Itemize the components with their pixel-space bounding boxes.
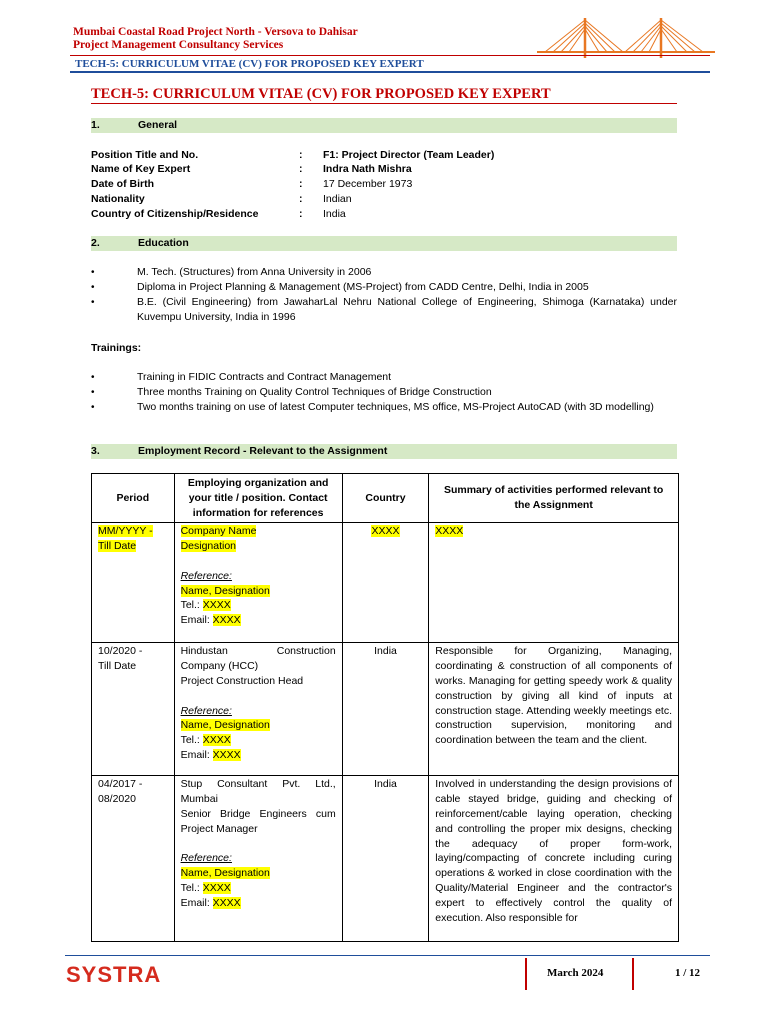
education-item: M. Tech. (Structures) from Anna University in 2006 [137, 266, 372, 278]
header-subtitle: TECH-5: CURRICULUM VITAE (CV) FOR PROPOSED KEY EXPERT [75, 58, 424, 70]
organization-name: Stup Consultant Pvt. Ltd., Mumbai [180, 778, 336, 806]
field-label: Position Title and No. [91, 149, 199, 161]
bullet-icon: • [91, 297, 95, 308]
field-label: Country of Citizenship/Residence [91, 208, 259, 220]
reference-name: Name, Designation [180, 584, 270, 597]
header-services: Project Management Consultancy Services [73, 39, 284, 51]
title-underline [91, 103, 677, 104]
footer-date: March 2024 [547, 967, 604, 979]
column-header-organization: Employing organization and your title / position. Contact information for references [174, 474, 342, 523]
section-number: 3. [91, 445, 100, 457]
tel-value: XXXX [202, 881, 231, 894]
period-cell [92, 643, 175, 776]
education-item: B.E. (Civil Engineering) from JawaharLal Nehru National College of Engineering, Shimoga (Karnataka) under Kuvempu University, India in 1996 [137, 296, 677, 323]
education-item: Diploma in Project Planning & Management (MS-Project) from CADD Centre, Delhi, India in 2005 [137, 281, 589, 293]
section-heading: Education [138, 237, 189, 249]
period-end: Till Date [98, 660, 137, 673]
organization-name: Company Name [180, 525, 257, 538]
bullet-icon: • [91, 372, 95, 383]
column-header-country: Country [342, 474, 429, 523]
section-number: 2. [91, 237, 100, 249]
period-end: Till Date [98, 540, 137, 553]
email-value: XXXX [212, 748, 241, 761]
training-item: Three months Training on Quality Control Techniques of Bridge Construction [137, 386, 492, 398]
period-end: 08/2020 [98, 793, 136, 806]
field-date-of-birth: 17 December 1973 [323, 178, 413, 190]
section-heading: General [138, 119, 178, 131]
field-separator: : [299, 178, 303, 190]
table-row [92, 523, 679, 643]
page-title: TECH-5: CURRICULUM VITAE (CV) FOR PROPOSED KEY EXPERT [91, 86, 551, 102]
period-cell [92, 523, 175, 643]
field-position-title: F1: Project Director (Team Leader) [323, 149, 495, 161]
cable-stayed-bridge-icon [537, 14, 715, 64]
organization-cell [174, 776, 342, 942]
country-cell: India [342, 776, 429, 942]
column-header-summary: Summary of activities performed relevant to the Assignment [429, 474, 679, 523]
table-row [92, 776, 679, 942]
employment-table [91, 473, 679, 942]
footer-divider [65, 955, 710, 956]
training-item: Training in FIDIC Contracts and Contract Management [137, 371, 392, 383]
reference-label: Reference: [180, 852, 232, 865]
position-title: Project Construction Head [180, 674, 304, 687]
footer-separator [632, 958, 634, 990]
reference-name: Name, Designation [180, 719, 270, 732]
summary-text: XXXX [435, 525, 464, 538]
field-label: Nationality [91, 193, 145, 205]
country-cell [342, 523, 429, 643]
bullet-icon: • [91, 387, 95, 398]
tel-label: Tel.: [180, 881, 203, 894]
summary-cell: Responsible for Organizing, Managing, coordinating & construction of all components of works. Managing for getting speedy work & quality construction by giving all kind of inputs at construction stage. Attending weekly meetings etc. construction supervision, monitoring and coordination between the team and the client. [429, 643, 679, 776]
field-label: Date of Birth [91, 178, 154, 190]
field-label: Name of Key Expert [91, 163, 191, 175]
period-start: 04/2017 - [98, 778, 143, 791]
footer-separator [525, 958, 527, 990]
email-value: XXXX [212, 614, 241, 627]
email-label: Email: [180, 614, 213, 627]
page-number: 1 / 12 [675, 967, 701, 979]
period-start: 10/2020 - [98, 645, 143, 658]
section-general-bar [91, 118, 677, 133]
section-education-bar [91, 236, 677, 251]
trainings-heading: Trainings: [91, 342, 142, 354]
email-label: Email: [180, 896, 213, 909]
field-nationality: Indian [323, 193, 352, 205]
section-heading: Employment Record - Relevant to the Assignment [138, 445, 388, 457]
period-cell [92, 776, 175, 942]
field-separator: : [299, 163, 303, 175]
table-header-row [92, 474, 679, 523]
organization-cell [174, 643, 342, 776]
bullet-icon: • [91, 267, 95, 278]
organization-name: Hindustan Construction Company (HCC) [180, 645, 336, 673]
summary-cell [429, 523, 679, 643]
email-label: Email: [180, 748, 213, 761]
position-title: Designation [180, 540, 237, 553]
section-number: 1. [91, 119, 100, 131]
field-separator: : [299, 193, 303, 205]
section-employment-bar [91, 444, 677, 459]
field-citizenship: India [323, 208, 346, 220]
tel-label: Tel.: [180, 734, 203, 747]
field-separator: : [299, 149, 303, 161]
column-header-period: Period [92, 474, 175, 523]
systra-logo: SYSTRA [66, 962, 162, 987]
reference-label: Reference: [180, 569, 232, 582]
tel-value: XXXX [202, 599, 231, 612]
header-project-name: Mumbai Coastal Road Project North - Versova to Dahisar [73, 26, 358, 38]
country-cell: India [342, 643, 429, 776]
header-divider-blue [70, 71, 710, 73]
table-row [92, 643, 679, 776]
period-start: MM/YYYY - [98, 525, 153, 538]
position-title: Senior Bridge Engineers cum Project Manager [180, 807, 336, 835]
bullet-icon: • [91, 402, 95, 413]
training-item: Two months training on use of latest Computer techniques, MS office, MS-Project AutoCAD (with 3D modelling) [137, 401, 654, 413]
reference-name: Name, Designation [180, 867, 270, 880]
country-value: XXXX [371, 525, 400, 538]
bullet-icon: • [91, 282, 95, 293]
reference-label: Reference: [180, 704, 232, 717]
organization-cell [174, 523, 342, 643]
summary-cell: Involved in understanding the design provisions of cable stayed bridge, guiding and checking of reinforcement/cable laying operation, checking and controlling the proper mix designs, checking the adequacy of proper form-work, laying/compacting of concrete including curing operations & worked in close coordination with the Quality/Material Engineer and the contractor's expert to effectively control the quality of execution. Also responsible for [429, 776, 679, 942]
field-separator: : [299, 208, 303, 220]
email-value: XXXX [212, 896, 241, 909]
tel-value: XXXX [202, 734, 231, 747]
tel-label: Tel.: [180, 599, 203, 612]
field-expert-name: Indra Nath Mishra [323, 163, 412, 175]
header-divider [70, 55, 710, 56]
